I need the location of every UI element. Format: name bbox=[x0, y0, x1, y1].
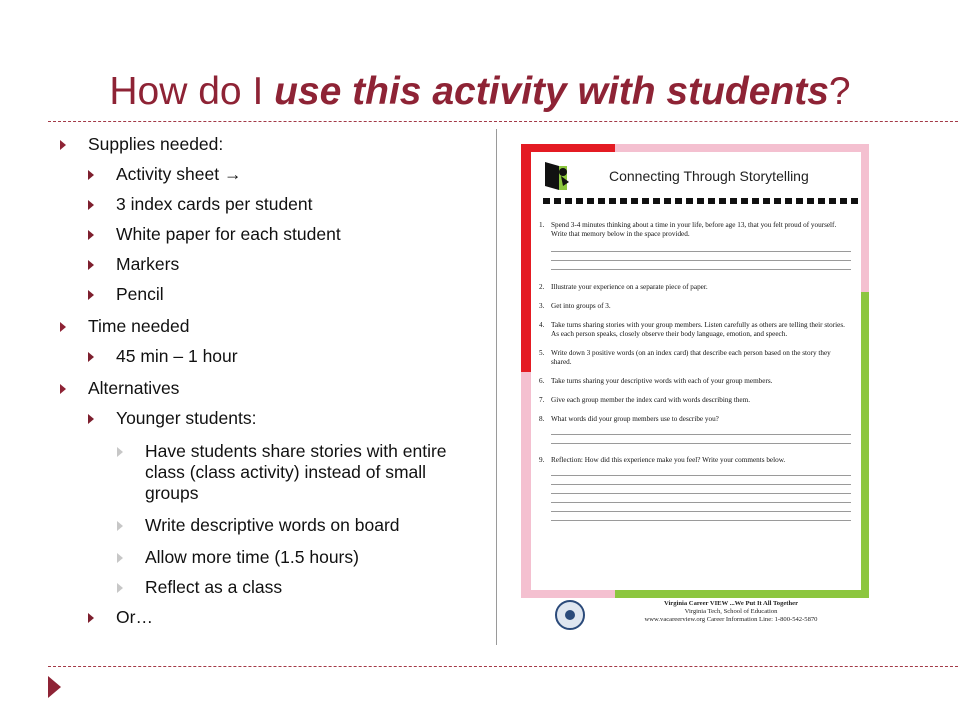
worksheet-steps bbox=[539, 221, 851, 521]
triangle-bullet-icon bbox=[88, 352, 94, 362]
bullet-text: Markers bbox=[116, 254, 180, 274]
triangle-bullet-icon bbox=[117, 521, 123, 531]
bottom-divider bbox=[48, 666, 960, 667]
bullet-text: Time needed bbox=[88, 316, 190, 336]
column-divider bbox=[496, 129, 497, 645]
dashed-title-rule bbox=[543, 198, 861, 204]
border-pink-bottom bbox=[521, 590, 615, 598]
triangle-bullet-icon bbox=[88, 200, 94, 210]
title-end: ? bbox=[828, 70, 851, 113]
border-pink-top bbox=[615, 144, 869, 152]
career-view-seal-icon bbox=[555, 600, 585, 630]
bullet-text: Activity sheet → bbox=[116, 164, 242, 184]
bullet-white-paper bbox=[60, 224, 480, 245]
step-8: 8. What words did your group members use to describe you? bbox=[539, 415, 719, 423]
bullet-supplies bbox=[60, 134, 480, 155]
bullet-younger bbox=[60, 408, 480, 429]
triangle-bullet-icon bbox=[60, 140, 66, 150]
step-7: 7. Give each group member the index card with words describing them. bbox=[539, 396, 750, 404]
write-line bbox=[551, 493, 851, 494]
step-1: 1. Spend 3-4 minutes thinking about a time in your life, before age 13, that you felt proud of yourself. Write that memory below in the space provided. bbox=[539, 221, 837, 238]
title-plain: How do I bbox=[109, 70, 275, 113]
bullet-text: Or… bbox=[116, 607, 153, 627]
write-line bbox=[551, 475, 851, 476]
step-4: 4. Take turns sharing stories with your group members. Listen carefully as others are telling their stories. As each person speaks, closely observe their body language, emotion, and speech. bbox=[539, 321, 845, 338]
triangle-bullet-icon bbox=[117, 447, 123, 457]
triangle-bullet-icon bbox=[88, 414, 94, 424]
step-9: 9. Reflection: How did this experience make you feel? Write your comments below. bbox=[539, 456, 786, 464]
bullet-text: Younger students: bbox=[116, 408, 257, 428]
slide-title bbox=[0, 70, 960, 114]
triangle-bullet-icon bbox=[88, 260, 94, 270]
activity-sheet-image bbox=[521, 144, 871, 640]
bullet-pencil bbox=[60, 284, 480, 305]
write-line bbox=[551, 511, 851, 512]
bullet-alternatives bbox=[60, 378, 480, 399]
bullet-write-board bbox=[60, 515, 480, 536]
write-line bbox=[551, 251, 851, 252]
bullet-text: Reflect as a class bbox=[145, 577, 283, 597]
bullet-list bbox=[60, 134, 480, 628]
triangle-bullet-icon bbox=[60, 322, 66, 332]
bullet-reflect bbox=[60, 577, 480, 598]
write-line bbox=[551, 260, 851, 261]
bullet-markers bbox=[60, 254, 480, 275]
triangle-bullet-icon bbox=[88, 230, 94, 240]
triangle-bullet-icon bbox=[117, 583, 123, 593]
bullet-time bbox=[60, 316, 480, 337]
border-green-right bbox=[861, 292, 869, 598]
step-5: 5. Write down 3 positive words (on an index card) that describe each person based on the story they shared. bbox=[539, 349, 831, 366]
worksheet-title: Connecting Through Storytelling bbox=[609, 168, 809, 184]
title-emphasis: use this activity with students bbox=[274, 70, 829, 113]
bullet-text: Allow more time (1.5 hours) bbox=[145, 547, 359, 567]
border-red-left bbox=[521, 144, 531, 372]
bullet-text: Write descriptive words on board bbox=[145, 515, 400, 535]
border-red-top bbox=[521, 144, 615, 152]
bullet-activity-sheet bbox=[60, 164, 480, 185]
triangle-bullet-icon bbox=[60, 384, 66, 394]
border-pink-right bbox=[861, 144, 869, 292]
footer-line-1: Virginia Career VIEW ...We Put It All Together bbox=[663, 600, 799, 607]
footer-line-2: Virginia Tech, School of Education bbox=[684, 608, 778, 615]
triangle-bullet-icon bbox=[88, 613, 94, 623]
bullet-index-cards bbox=[60, 194, 480, 215]
footer-line-3: www.vacareerview.org Career Information Line: 1-800-542-5870 bbox=[644, 616, 818, 623]
write-line bbox=[551, 520, 851, 521]
bullet-or bbox=[60, 607, 480, 628]
bullet-text: White paper for each student bbox=[116, 224, 341, 244]
worksheet-footer bbox=[551, 600, 851, 640]
write-line bbox=[551, 443, 851, 444]
bullet-duration bbox=[60, 346, 480, 367]
border-green-bottom bbox=[615, 590, 869, 598]
bullet-text: 3 index cards per student bbox=[116, 194, 313, 214]
triangle-bullet-icon bbox=[88, 290, 94, 300]
write-line bbox=[551, 502, 851, 503]
border-pink-left bbox=[521, 372, 531, 598]
footer-triangle-icon bbox=[48, 676, 61, 698]
write-line bbox=[551, 269, 851, 270]
triangle-bullet-icon bbox=[117, 553, 123, 563]
bullet-text: Supplies needed: bbox=[88, 134, 224, 154]
write-line bbox=[551, 434, 851, 435]
step-3: 3. Get into groups of 3. bbox=[539, 302, 611, 310]
bullet-text: Alternatives bbox=[88, 378, 180, 398]
bullet-more-time bbox=[60, 547, 480, 568]
write-line bbox=[551, 484, 851, 485]
top-divider bbox=[48, 121, 960, 122]
triangle-bullet-icon bbox=[88, 170, 94, 180]
step-6: 6. Take turns sharing your descriptive words with each of your group members. bbox=[539, 377, 773, 385]
bullet-share-class bbox=[60, 441, 480, 504]
bullet-text: Have students share stories with entire class (class activity) instead of small groups bbox=[145, 441, 447, 503]
storyteller-logo-icon bbox=[543, 158, 577, 192]
bullet-text: 45 min – 1 hour bbox=[116, 346, 238, 366]
bullet-text: Pencil bbox=[116, 284, 164, 304]
step-2: 2. Illustrate your experience on a separate piece of paper. bbox=[539, 283, 708, 291]
